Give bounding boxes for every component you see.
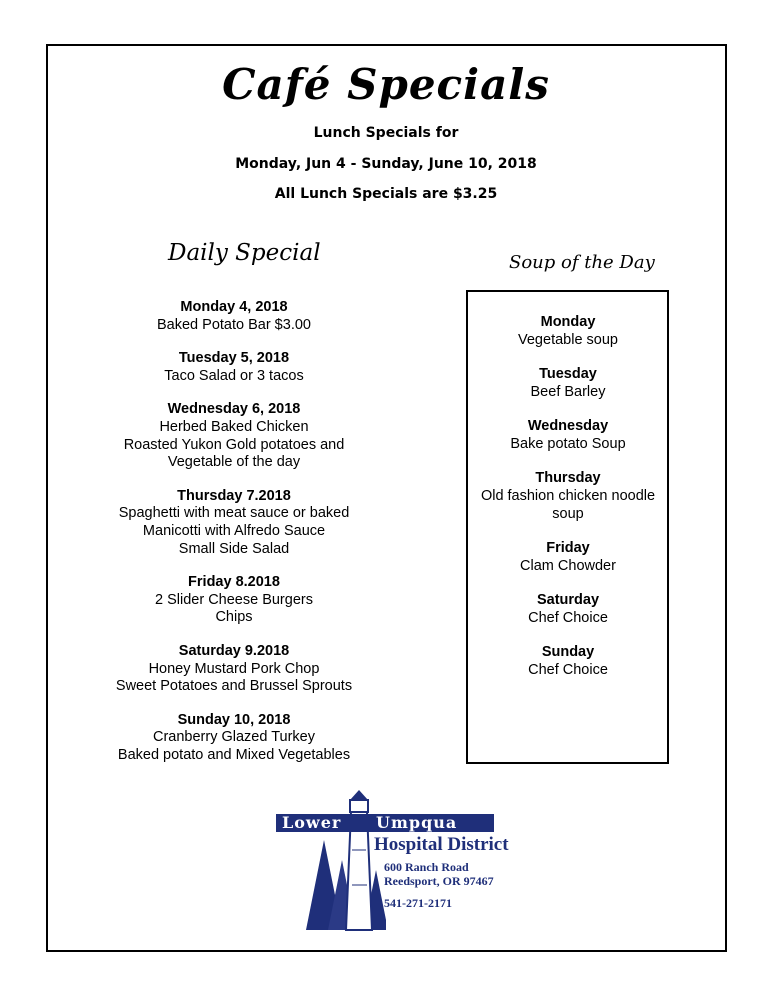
daily-special-day: Thursday 7.2018 <box>177 487 291 504</box>
daily-special-day: Monday 4, 2018 <box>180 299 288 315</box>
daily-special-item: Roasted Yukon Gold potatoes and <box>123 436 345 453</box>
daily-special-item: Taco Salad or 3 tacos <box>164 367 304 384</box>
daily-special-day: Wednesday 6, 2018 <box>167 401 301 418</box>
soup-entry <box>470 643 666 679</box>
daily-special-item: Spaghetti with meat sauce or baked <box>118 505 350 522</box>
daily-special-item: 2 Slider Cheese Burgers <box>155 591 313 608</box>
soup-entry <box>470 469 666 523</box>
soup-item: soup <box>552 506 584 522</box>
soup-item: Beef Barley <box>530 384 606 400</box>
soup-entry <box>470 539 666 575</box>
soup-heading: Soup of the Day <box>509 252 655 273</box>
soup-item: Chef Choice <box>528 610 608 626</box>
soup-entry <box>470 417 666 453</box>
daily-special-day: Tuesday 5, 2018 <box>178 350 290 367</box>
daily-special-item: Baked Potato Bar $3.00 <box>157 316 311 333</box>
page-title: Café Specials <box>222 60 550 109</box>
daily-special-entry <box>100 488 368 558</box>
date-range: Monday, Jun 4 - Sunday, June 10, 2018 <box>235 156 537 172</box>
soup-day: Friday <box>546 540 590 556</box>
daily-special-entry <box>100 401 368 471</box>
soup-item: Old fashion chicken noodle <box>480 488 656 504</box>
logo-hospital-name: Hospital District <box>374 834 509 855</box>
soup-item: Chef Choice <box>528 662 608 678</box>
soup-day: Thursday <box>535 470 601 486</box>
logo-address-1: 600 Ranch Road <box>384 860 469 874</box>
daily-special-list <box>100 299 368 780</box>
daily-special-item: Sweet Potatoes and Brussel Sprouts <box>115 678 353 695</box>
daily-special-item: Vegetable of the day <box>167 454 301 471</box>
daily-special-day: Sunday 10, 2018 <box>177 711 291 728</box>
soup-day: Wednesday <box>527 418 609 434</box>
daily-special-entry <box>100 574 368 627</box>
price-note: All Lunch Specials are $3.25 <box>274 186 498 202</box>
daily-special-item: Manicotti with Alfredo Sauce <box>142 522 326 539</box>
daily-special-item: Honey Mustard Pork Chop <box>148 660 320 677</box>
daily-special-item: Cranberry Glazed Turkey <box>153 729 315 746</box>
lunch-subtitle: Lunch Specials for <box>313 125 459 141</box>
soup-item: Vegetable soup <box>518 332 618 348</box>
soup-entry <box>470 365 666 401</box>
soup-day: Monday <box>540 314 596 330</box>
soup-item: Bake potato Soup <box>510 436 626 452</box>
soup-day: Tuesday <box>539 366 597 382</box>
logo-word-lower: Lower <box>282 813 342 832</box>
soup-item: Clam Chowder <box>520 558 616 574</box>
soup-entry <box>470 591 666 627</box>
daily-special-item: Herbed Baked Chicken <box>159 418 309 435</box>
logo-phone: 541-271-2171 <box>384 896 452 910</box>
soup-day: Sunday <box>541 644 595 660</box>
daily-special-entry <box>100 712 368 765</box>
logo-word-umpqua: Umpqua <box>376 813 458 832</box>
soup-list <box>470 313 666 695</box>
daily-special-entry <box>100 643 368 696</box>
soup-day: Saturday <box>536 592 600 608</box>
daily-special-entry <box>100 350 368 385</box>
logo-address-2: Reedsport, OR 97467 <box>384 874 494 888</box>
daily-special-day: Friday 8.2018 <box>188 574 280 591</box>
daily-special-item: Chips <box>215 609 253 626</box>
daily-special-entry <box>100 299 368 334</box>
daily-special-item: Baked potato and Mixed Vegetables <box>117 746 351 763</box>
hospital-logo <box>276 790 509 940</box>
soup-entry <box>470 313 666 349</box>
daily-special-item: Small Side Salad <box>178 540 290 557</box>
daily-special-heading: Daily Special <box>168 240 321 266</box>
daily-special-day: Saturday 9.2018 <box>178 642 290 659</box>
